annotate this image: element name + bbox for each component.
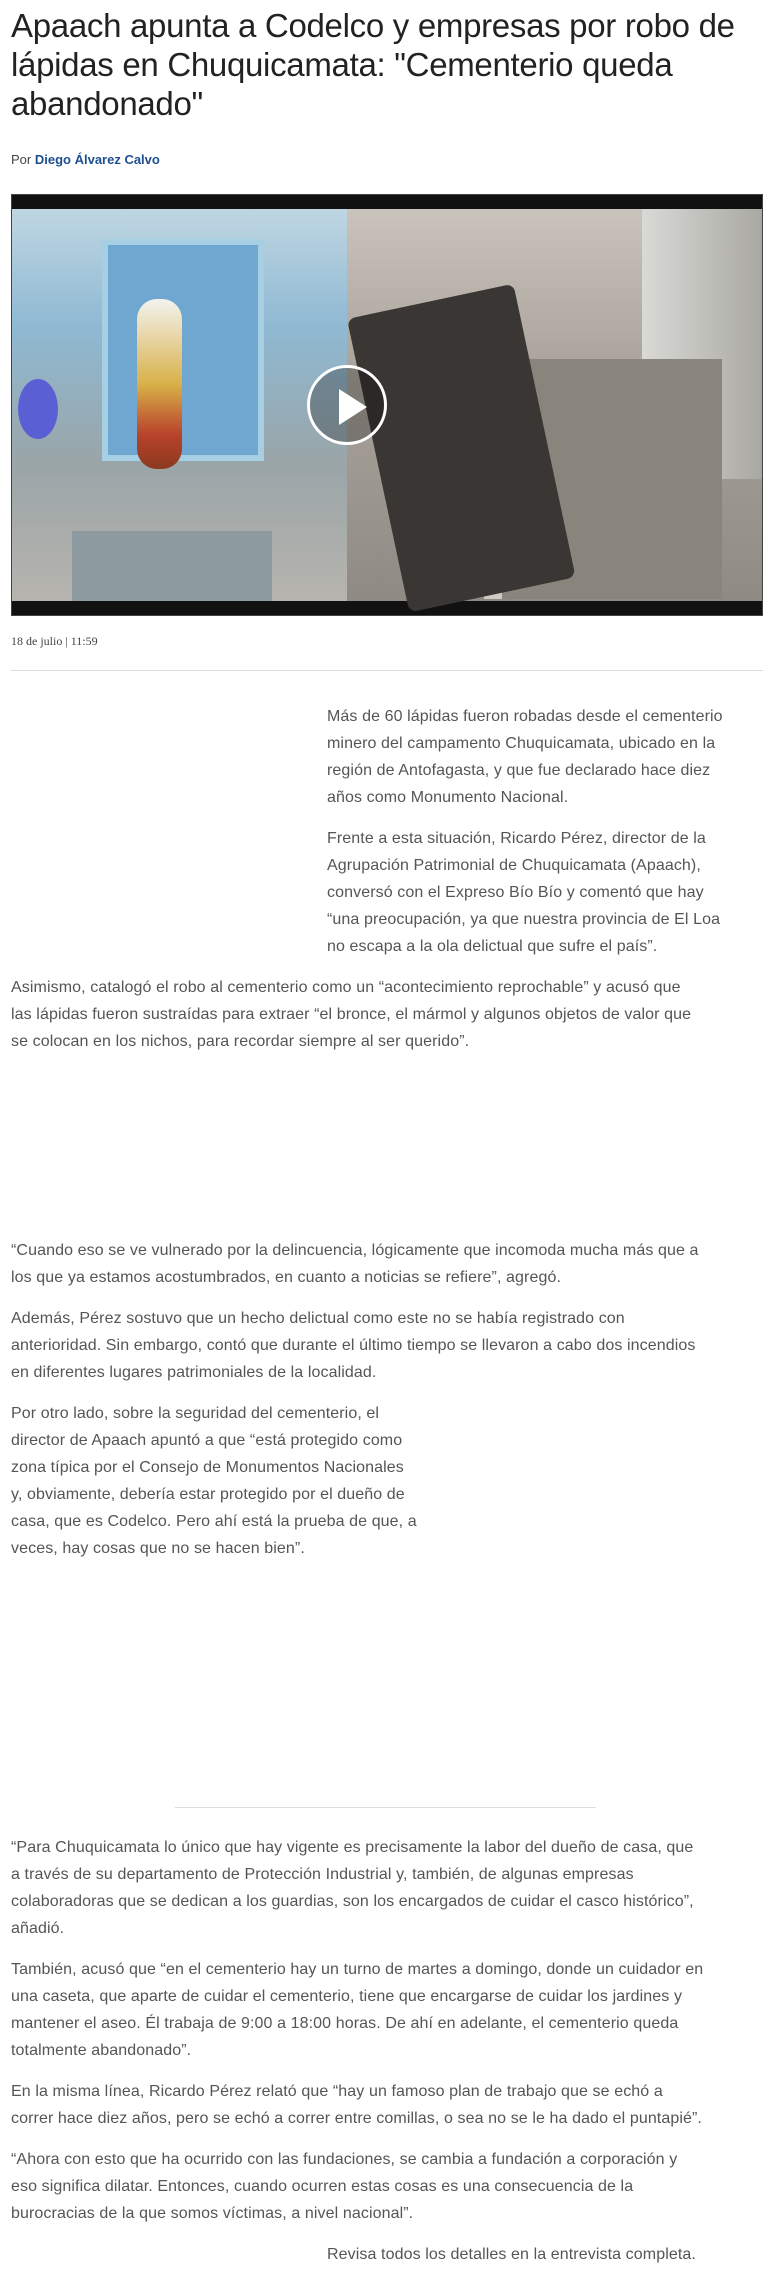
paragraph-line: director de Apaach apuntó a que “está protegido como [11,1432,403,1449]
paragraph-line: Por otro lado, sobre la seguridad del cementerio, el [11,1405,380,1422]
video-thumbnail-right [347,209,762,601]
paragraph-line: correr hace diez años, pero se echó a correr entre comillas, o sea no se le ha dado el puntapié”. [11,2110,702,2127]
paragraph-line: Más de 60 lápidas fueron robadas desde el cementerio [327,708,723,725]
article-paragraph [11,1834,694,1942]
paragraph-line: También, acusó que “en el cementerio hay un turno de martes a domingo, donde un cuidador en [11,1961,704,1978]
paragraph-line: totalmente abandonado”. [11,2042,192,2059]
paragraph-line: Asimismo, catalogó el robo al cementerio como un “acontecimiento reprochable” y acusó que [11,979,681,996]
paragraph-line: las lápidas fueron sustraídas para extraer “el bronce, el mármol y algunos objetos de valor que [11,1006,692,1023]
byline-prefix: Por [11,152,32,167]
paragraph-line: anterioridad. Sin embargo, contó que durante el último tiempo se llevaron a cabo dos incendios [11,1337,696,1354]
paragraph-line: a través de su departamento de Protección Industrial y, también, de algunas empresas [11,1866,634,1883]
paragraph-line: Frente a esta situación, Ricardo Pérez, director de la [327,830,706,847]
paragraph-line: añadió. [11,1920,65,1937]
paragraph-line: Agrupación Patrimonial de Chuquicamata (Apaach), [327,857,701,874]
article-paragraph [11,1237,699,1291]
paragraph-line: y, obviamente, debería estar protegido por el dueño de [11,1486,405,1503]
paragraph-line: mantener el aseo. Él trabaja de 9:00 a 18:00 horas. De ahí en adelante, el cementerio queda [11,2015,679,2032]
paragraph-line: veces, hay cosas que no se hacen bien”. [11,1540,305,1557]
paragraph-line: no escapa a la ola delictual que sufre el país”. [327,938,658,955]
paragraph-line: región de Antofagasta, y que fue declarado hace diez [327,762,711,779]
paragraph-line: “Ahora con esto que ha ocurrido con las fundaciones, se cambia a fundación a corporación y [11,2151,678,2168]
inline-divider [175,1807,596,1808]
article-paragraph [327,2241,696,2268]
article-paragraph [11,1400,417,1562]
byline [11,152,160,167]
paragraph-line: En la misma línea, Ricardo Pérez relató que “hay un famoso plan de trabajo que se echó a [11,2083,663,2100]
paragraph-line: se colocan en los nichos, para recordar siempre al ser querido”. [11,1033,470,1050]
paragraph-line: los que ya estamos acostumbrados, en cuanto a noticias se refiere”, agregó. [11,1269,562,1286]
paragraph-line: colaboradoras que se dedican a los guardias, son los encargados de cuidar el casco histórico”, [11,1893,694,1910]
header-divider [11,670,763,671]
article-paragraph [11,1305,695,1386]
paragraph-line: minero del campamento Chuquicamata, ubicado en la [327,735,716,752]
paragraph-line: casa, que es Codelco. Pero ahí está la prueba de que, a [11,1513,417,1530]
article-title: Apaach apunta a Codelco y empresas por robo de lápidas en Chuquicamata: "Cementerio queda abandonado" [11,7,735,122]
paragraph-line: conversó con el Expreso Bío Bío y comentó que hay [327,884,704,901]
article-paragraph [327,825,720,960]
article-paragraph [327,703,723,811]
paragraph-line: burocracias de la que somos víctimas, a nivel nacional”. [11,2205,414,2222]
article-paragraph [11,974,691,1055]
publish-date: 18 de julio | 11:59 [11,634,98,648]
video-player[interactable] [11,194,763,616]
video-thumbnail-left [12,209,347,601]
paragraph-line: eso significa dilatar. Entonces, cuando ocurren estas cosas es una consecuencia de la [11,2178,634,2195]
paragraph-line: Revisa todos los detalles en la entrevista completa. [327,2246,696,2263]
article-paragraph [11,1956,703,2064]
article-paragraph [11,2078,702,2132]
author-link[interactable]: Diego Álvarez Calvo [34,152,160,167]
paragraph-line: “una preocupación, ya que nuestra provincia de El Loa [327,911,721,928]
paragraph-line: una caseta, que aparte de cuidar el cementerio, tiene que encargarse de cuidar los jardines y [11,1988,683,2005]
paragraph-line: Además, Pérez sostuvo que un hecho delictual como este no se había registrado con [11,1310,625,1327]
paragraph-line: en diferentes lugares patrimoniales de la localidad. [11,1364,377,1381]
paragraph-line: “Cuando eso se ve vulnerado por la delincuencia, lógicamente que incomoda mucha más que a [11,1242,699,1259]
paragraph-line: zona típica por el Consejo de Monumentos Nacionales [11,1459,404,1476]
article-paragraph [11,2146,677,2227]
paragraph-line: “Para Chuquicamata lo único que hay vigente es precisamente la labor del dueño de casa, que [11,1839,694,1856]
paragraph-line: años como Monumento Nacional. [327,789,569,806]
play-icon[interactable] [307,365,387,445]
